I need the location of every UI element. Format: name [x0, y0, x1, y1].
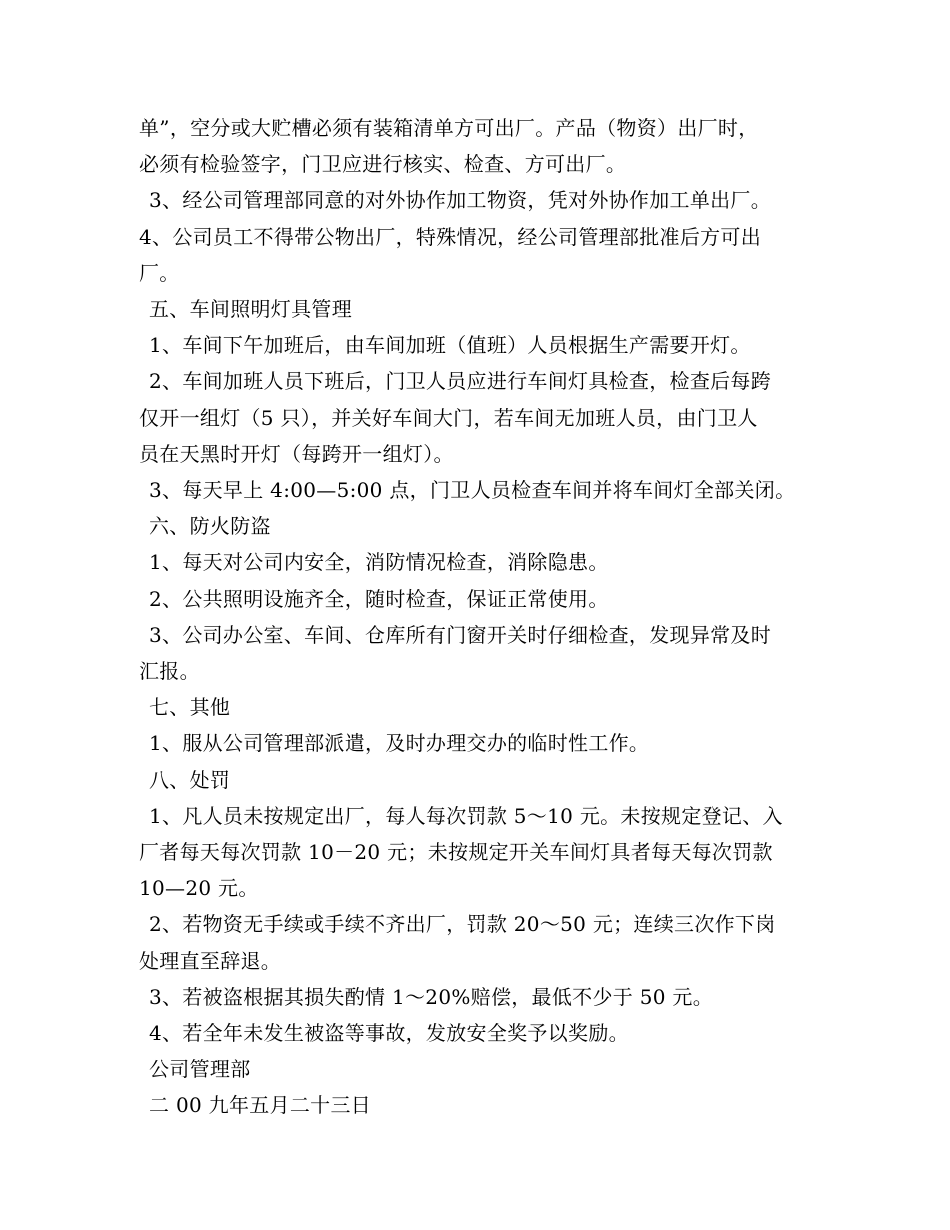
text-line: 1、凡人员未按规定出厂，每人每次罚款 5～10 元。未按规定登记、入 — [149, 803, 783, 828]
signature-date: 二 00 九年五月二十三日 — [149, 1093, 372, 1118]
text-line: 3、每天早上 4:00—5:00 点，门卫人员检查车间并将车间灯全部关闭。 — [149, 478, 796, 503]
text-line: 厂。 — [139, 260, 180, 285]
section-heading: 七、其他 — [149, 695, 231, 720]
text-line: 4、公司员工不得带公物出厂，特殊情况，经公司管理部批准后方可出 — [139, 224, 762, 249]
text-line: 2、若物资无手续或手续不齐出厂，罚款 20～50 元；连续三次作下岗 — [149, 912, 776, 937]
text-line: 单”，空分或大贮槽必须有装箱清单方可出厂。产品（物资）出厂时， — [139, 116, 759, 140]
text-line: 仅开一组灯（5 只），并关好车间大门，若车间无加班人员，由门卫人 — [139, 405, 758, 430]
text-line: 汇报。 — [139, 659, 200, 684]
text-line: 员在天黑时开灯（每跨开一组灯）。 — [139, 441, 454, 466]
text-line: 厂者每天每次罚款 10－20 元；未按规定开关车间灯具者每天每次罚款 — [139, 840, 773, 865]
text-line: 4、若全年未发生被盗等事故，发放安全奖予以奖励。 — [149, 1021, 629, 1046]
section-heading: 六、防火防盗 — [149, 514, 271, 539]
text-line: 10—20 元。 — [139, 876, 259, 901]
section-heading: 五、车间照明灯具管理 — [149, 297, 352, 322]
text-line: 1、车间下午加班后，由车间加班（值班）人员根据生产需要开灯。 — [149, 333, 751, 358]
text-line: 必须有检验签字，门卫应进行核实、检查、方可出厂。 — [139, 152, 627, 177]
text-line: 3、若被盗根据其损失酌情 1～20%赔偿，最低不少于 50 元。 — [149, 984, 714, 1009]
text-line: 处理直至辞退。 — [139, 948, 282, 973]
section-heading: 八、处罚 — [149, 767, 231, 792]
text-line: 2、公共照明设施齐全，随时检查，保证正常使用。 — [149, 586, 609, 611]
text-line: 3、公司办公室、车间、仓库所有门窗开关时仔细检查，发现异常及时 — [149, 622, 772, 647]
signature-org: 公司管理部 — [149, 1057, 251, 1082]
text-line: 1、每天对公司内安全，消防情况检查，消除隐患。 — [149, 550, 609, 575]
text-line: 2、车间加班人员下班后，门卫人员应进行车间灯具检查，检查后每跨 — [149, 369, 772, 394]
text-line: 1、服从公司管理部派遣，及时办理交办的临时性工作。 — [149, 731, 650, 756]
document-body — [139, 110, 819, 1124]
document-page — [139, 110, 819, 1124]
text-line: 3、经公司管理部同意的对外协作加工物资，凭对外协作加工单出厂。 — [149, 188, 772, 213]
